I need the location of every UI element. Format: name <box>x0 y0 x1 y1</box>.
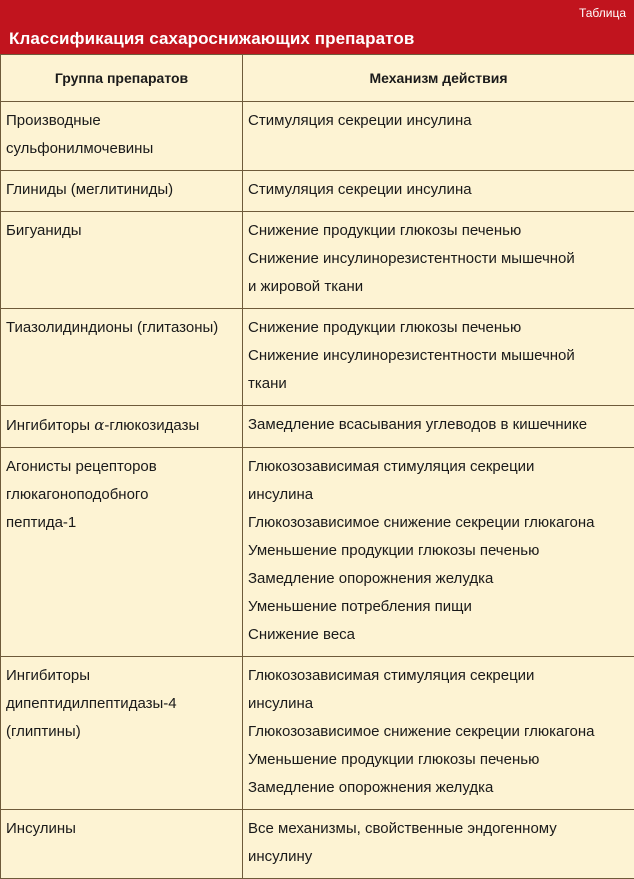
mechanism-text: Глюкозозависимое снижение секреции глюкагона <box>248 718 628 746</box>
mechanism-text: Замедление опорожнения желудка <box>248 774 628 802</box>
mechanism-text: Уменьшение продукции глюкозы печенью <box>248 537 628 565</box>
mechanism-text: Снижение продукции глюкозы печенью <box>248 314 628 342</box>
group-text: Инсулины <box>6 815 236 843</box>
mechanism-text: Замедление опорожнения желудка <box>248 565 628 593</box>
group-text: пептида-1 <box>6 509 236 537</box>
table-row <box>1 309 634 406</box>
mechanism-text: Снижение веса <box>248 621 628 649</box>
mechanism-cell <box>243 102 634 171</box>
group-cell <box>1 212 243 309</box>
mechanism-cell <box>243 406 634 448</box>
group-text: глюкагоноподобного <box>6 481 236 509</box>
group-text: дипептидилпептидазы-4 <box>6 690 236 718</box>
mechanism-cell <box>243 448 634 657</box>
page-title: Классификация сахароснижающих препаратов <box>9 29 414 49</box>
title-banner <box>0 0 634 54</box>
group-text-prefix: Ингибиторы <box>6 417 94 434</box>
mechanism-text: Стимуляция секреции инсулина <box>248 107 628 135</box>
group-text: Тиазолидиндионы (глитазоны) <box>6 314 236 342</box>
group-text <box>6 411 236 440</box>
group-text: Агонисты рецепторов <box>6 453 236 481</box>
table-row <box>1 212 634 309</box>
classification-table <box>0 54 634 879</box>
group-text: Ингибиторы <box>6 662 236 690</box>
group-cell <box>1 309 243 406</box>
table-row <box>1 810 634 879</box>
table-row <box>1 102 634 171</box>
group-text: Глиниды (меглитиниды) <box>6 176 236 204</box>
group-text: (глиптины) <box>6 718 236 746</box>
group-text: сульфонилмочевины <box>6 135 236 163</box>
table-row <box>1 448 634 657</box>
mechanism-text: Глюкозозависимая стимуляция секреции <box>248 453 628 481</box>
group-cell <box>1 657 243 810</box>
group-cell <box>1 171 243 212</box>
table-row <box>1 657 634 810</box>
mechanism-text: Глюкозозависимая стимуляция секреции <box>248 662 628 690</box>
group-text: Бигуаниды <box>6 217 236 245</box>
mechanism-text: инсулину <box>248 843 628 871</box>
group-cell <box>1 406 243 448</box>
table-row <box>1 406 634 448</box>
mechanism-text: Снижение инсулинорезистентности мышечной <box>248 342 628 370</box>
mechanism-cell <box>243 171 634 212</box>
table-header-row <box>1 55 634 102</box>
group-text: Производные <box>6 107 236 135</box>
mechanism-text: Снижение инсулинорезистентности мышечной <box>248 245 628 273</box>
group-text-suffix: -глюкозидазы <box>104 417 199 434</box>
mechanism-text: Уменьшение продукции глюкозы печенью <box>248 746 628 774</box>
mechanism-text: Стимуляция секреции инсулина <box>248 176 628 204</box>
mechanism-text: ткани <box>248 370 628 398</box>
group-cell <box>1 102 243 171</box>
mechanism-cell <box>243 810 634 879</box>
mechanism-text: и жировой ткани <box>248 273 628 301</box>
alpha-symbol: α <box>94 416 104 434</box>
mechanism-text: Глюкозозависимое снижение секреции глюкагона <box>248 509 628 537</box>
mechanism-text: инсулина <box>248 481 628 509</box>
mechanism-cell <box>243 212 634 309</box>
table-row <box>1 171 634 212</box>
mechanism-text: Снижение продукции глюкозы печенью <box>248 217 628 245</box>
mechanism-text: Уменьшение потребления пищи <box>248 593 628 621</box>
mechanism-text: инсулина <box>248 690 628 718</box>
mechanism-text: Замедление всасывания углеводов в кишечнике <box>248 411 628 439</box>
column-header-group: Группа препаратов <box>1 55 243 102</box>
column-header-mechanism: Механизм действия <box>243 55 634 102</box>
mechanism-cell <box>243 309 634 406</box>
group-cell <box>1 448 243 657</box>
mechanism-text: Все механизмы, свойственные эндогенному <box>248 815 628 843</box>
table-tag: Таблица <box>579 6 626 20</box>
group-cell <box>1 810 243 879</box>
mechanism-cell <box>243 657 634 810</box>
